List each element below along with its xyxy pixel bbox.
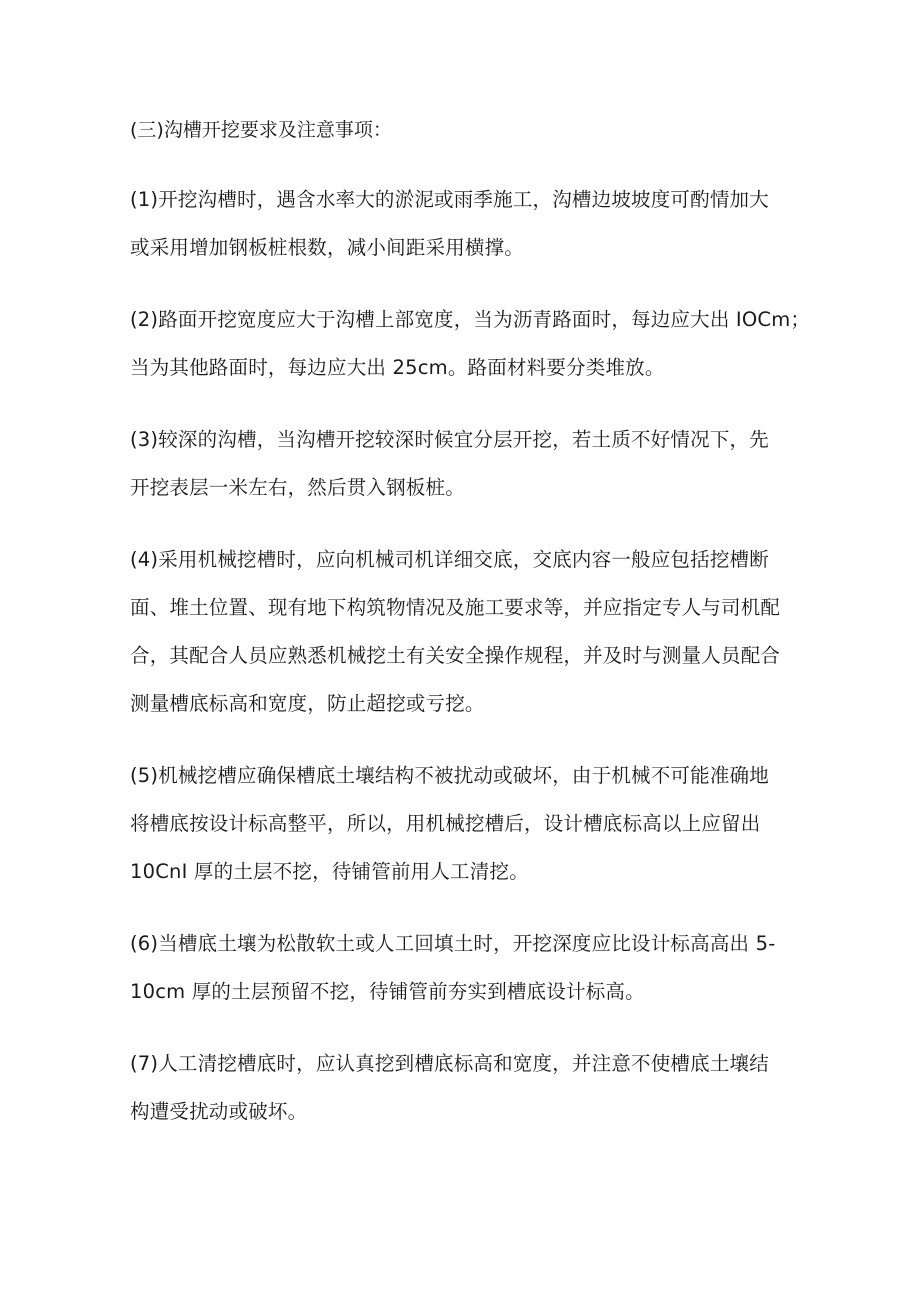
paragraph-5 xyxy=(130,752,795,896)
paragraph-line: (7)人工清挖槽底时，应认真挖到槽底标高和宽度，并注意不使槽底土壤结 xyxy=(130,1052,769,1075)
paragraph-line: (5)机械挖槽应确保槽底土壤结构不被扰动或破坏，由于机械不可能准确地 xyxy=(130,764,769,787)
paragraph-line: (6)当槽底土壤为松散软土或人工回填土时，开挖深度应比设计标高高出 5- xyxy=(130,932,776,955)
paragraph-line: (3)较深的沟槽，当沟槽开挖较深时候宜分层开挖，若土质不好情况下，先 xyxy=(130,428,769,451)
paragraph-6 xyxy=(130,920,795,1016)
paragraph-line: 合，其配合人员应熟悉机械挖土有关安全操作规程，并及时与测量人员配合 xyxy=(130,644,781,667)
paragraph-line: 面、堆土位置、现有地下构筑物情况及施工要求等，并应指定专人与司机配 xyxy=(130,596,781,619)
paragraph-line: 10CnI 厚的土层不挖，待铺管前用人工清挖。 xyxy=(130,860,529,883)
paragraph-line: 测量槽底标高和宽度，防止超挖或亏挖。 xyxy=(130,692,485,715)
paragraph-3 xyxy=(130,416,795,512)
paragraph-line: (1)开挖沟槽时，遇含水率大的淤泥或雨季施工，沟槽边坡坡度可酌情加大 xyxy=(130,188,769,211)
paragraph-4 xyxy=(130,536,795,728)
paragraph-line: 当为其他路面时，每边应大出 25cm。路面材料要分类堆放。 xyxy=(130,356,665,379)
paragraph-line: 将槽底按设计标高整平，所以，用机械挖槽后，设计槽底标高以上应留出 xyxy=(130,812,761,835)
paragraph-line: (2)路面开挖宽度应大于沟槽上部宽度，当为沥青路面时，每边应大出 IOCm； xyxy=(130,308,811,331)
paragraph-line: 构遭受扰动或破坏。 xyxy=(130,1100,308,1123)
paragraph-line: 10cm 厚的土层预留不挖，待铺管前夯实到槽底设计标高。 xyxy=(130,980,645,1003)
paragraph-2 xyxy=(130,296,811,392)
section-heading: (三)沟槽开挖要求及注意事项： xyxy=(130,119,392,141)
paragraph-1 xyxy=(130,176,795,272)
paragraph-line: (4)采用机械挖槽时，应向机械司机详细交底，交底内容一般应包括挖槽断 xyxy=(130,548,769,571)
paragraph-line: 开挖表层一米左右，然后贯入钢板桩。 xyxy=(130,476,465,499)
paragraph-7 xyxy=(130,1040,795,1136)
paragraph-line: 或采用增加钢板桩根数，减小间距采用横撑。 xyxy=(130,236,525,259)
